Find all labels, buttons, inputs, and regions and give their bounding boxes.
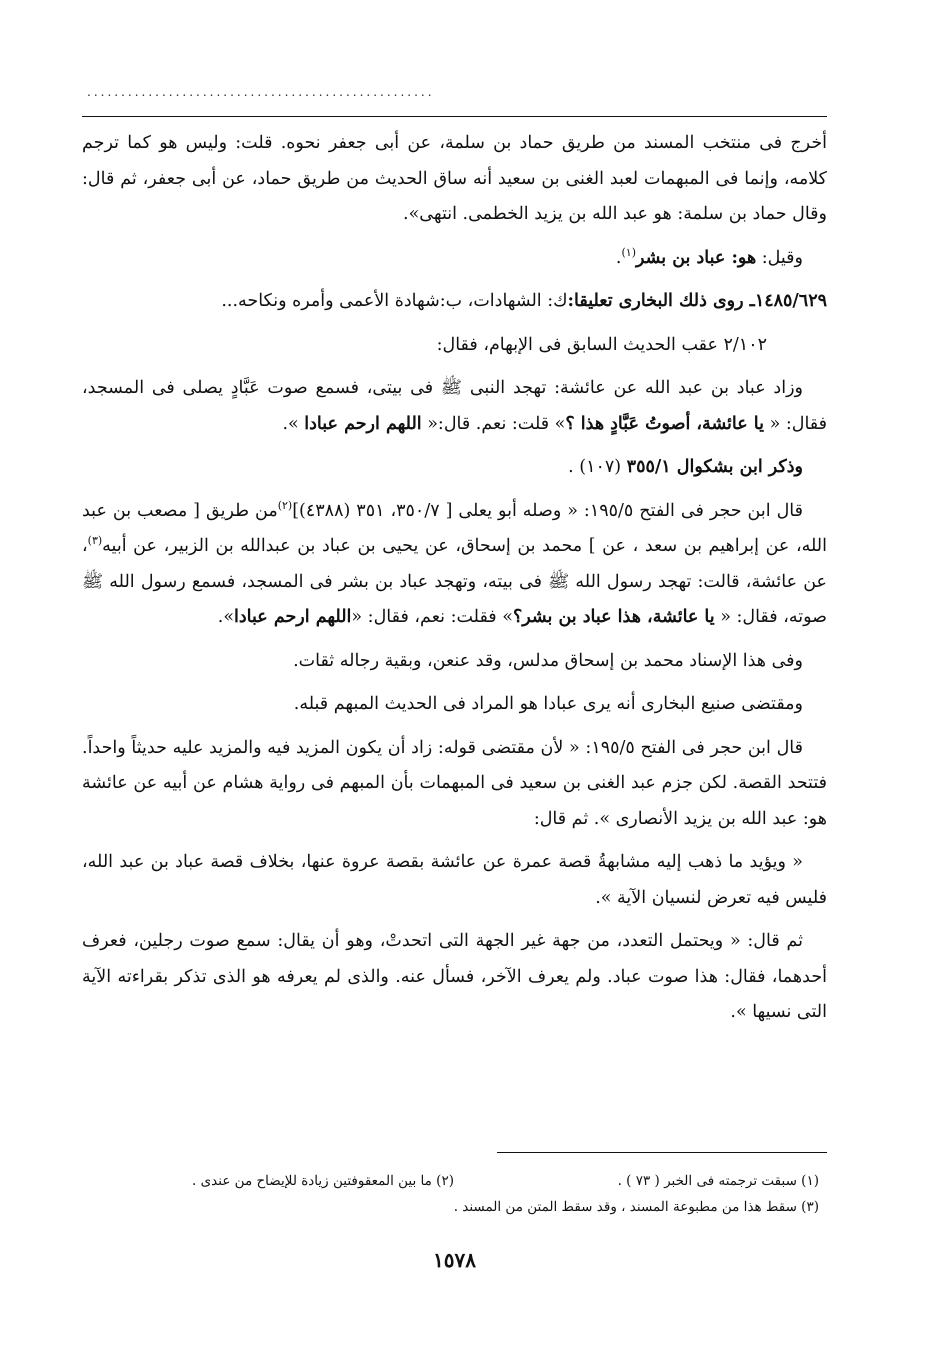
paragraph-5 bbox=[82, 371, 827, 442]
paragraph-6-bold: وذكر ابن بشكوال ٣٥٥/١ bbox=[626, 457, 803, 477]
paragraph-5-e: ». bbox=[282, 413, 305, 434]
footnote-2: (٢) ما بين المعقوفتين زيادة للإيضاح من عندى . bbox=[192, 1173, 454, 1189]
paragraph-2-end: . bbox=[615, 247, 622, 268]
paragraph-5-quote-1: يا عائشة، أصوتُ عَبَّادٍ هذا ؟ bbox=[565, 413, 764, 434]
paragraph-7-c: ، عن عائشة، قالت: تهجد رسول الله ﷺ فى بيته، وتهجد عباد بن بشر فى المسجد، فسمع رسول الله ﷺ صوته، فقال: « bbox=[82, 536, 827, 627]
book-page bbox=[82, 80, 827, 1350]
footnote-1: (١) سبقت ترجمته فى الخبر ( ٧٣ ) . bbox=[617, 1173, 819, 1189]
paragraph-11: « ويؤيد ما ذهب إليه مشابهةُ قصة عمرة عن عائشة بقصة عروة عنها، بخلاف قصة عباد بن عبد الله، فليس فيه تعرض لنسيان الآية ». bbox=[82, 852, 827, 908]
paragraph-8: وفى هذا الإسناد محمد بن إسحاق مدلس، وقد عنعن، وبقية رجاله ثقات. bbox=[293, 650, 803, 671]
paragraph-7 bbox=[82, 494, 827, 636]
hadith-number: ١٤٨٥/٦٢٩ـ روى ذلك البخارى تعليقا: bbox=[567, 291, 827, 311]
hadith-heading bbox=[82, 284, 827, 320]
header-rule bbox=[82, 116, 827, 117]
paragraph-1: أخرج فى منتخب المسند من طريق حماد بن سلمة، عن أبى جعفر نحوه. قلت: وليس هو كما ترجم كلامه، وإنما فى المبهمات لعبد الغنى بن سعيد أنه ساق الحديث من طريق حماد، عن أبى جعفر، ثم قال: وقال حماد بن سلمة: هو عبد الله بن يزيد الخطمى. انتهى». bbox=[82, 133, 827, 224]
footnote-ref-1: (١) bbox=[621, 245, 636, 259]
paragraph-5-c: » قلت: نعم. قال:« bbox=[421, 413, 566, 434]
paragraph-5-quote-2: اللهم ارحم عبادا bbox=[304, 413, 422, 434]
paragraph-5-a: وزاد عباد بن عبد الله عن عائشة: تهجد النبى ﷺ فى بيتى، فسمع صوت عَبَّادٍ يصلى فى المسجد، فقال: « bbox=[82, 378, 827, 434]
header-dot-leader: ................................................... bbox=[87, 85, 435, 99]
footnote-row-2 bbox=[82, 1196, 819, 1218]
paragraph-12: ثم قال: « ويحتمل التعدد، من جهة غير الجهة التى اتحدتْ، وهو أن يقال: سمع صوت رجلين، فعرف أحدهما، فقال: هذا صوت عباد. ولم يعرف الآخر، فسأل عنه. والذى لم يعرفه هو الذى تذكر بقراءته الآية التى نسيها ». bbox=[82, 931, 827, 1022]
paragraph-4: ٢/١٠٢ عقب الحديث السابق فى الإبهام، فقال: bbox=[436, 334, 767, 355]
paragraph-6-rest: (١٠٧) . bbox=[568, 457, 627, 477]
paragraph-7-g: ». bbox=[217, 607, 235, 627]
paragraph-7-a: قال ابن حجر فى الفتح ١٩٥/٥: « وصله أبو يعلى [ ٣٥٠/٧، ٣٥١ (٤٣٨٨)] bbox=[292, 500, 803, 521]
paragraph-10: قال ابن حجر فى الفتح ١٩٥/٥: « لأن مقتضى قوله: زاد أن يكون المزيد فيه والمزيد عليه حديثاً واحداً. فتتحد القصة. لكن جزم عبد الغنى بن سعيد فى المبهمات بأن المبهم فى رواية هشام عن أبيه عن عائشة هو: عبد الله بن يزيد الأنصارى ». ثم قال: bbox=[82, 737, 827, 829]
footnote-row-1 bbox=[82, 1170, 819, 1192]
paragraph-6 bbox=[82, 450, 827, 486]
hadith-source: ك: الشهادات، ب:شهادة الأعمى وأمره ونكاحه... bbox=[221, 291, 568, 311]
paragraph-2-lead: وقيل: bbox=[756, 247, 803, 268]
paragraph-7-quote-1: يا عائشة، هذا عباد بن بشر؟ bbox=[512, 607, 715, 627]
paragraph-7-e: » فقلت: نعم، فقال: « bbox=[351, 607, 513, 627]
main-text bbox=[82, 126, 827, 1039]
paragraph-2-bold: هو: عباد بن بشر bbox=[636, 247, 757, 268]
footnote-ref-3: (٣) bbox=[87, 534, 103, 548]
paragraph-9: ومقتضى صنيع البخارى أنه يرى عبادا هو المراد فى الحديث المبهم قبله. bbox=[293, 694, 803, 714]
paragraph-2 bbox=[82, 241, 827, 277]
paragraph-7-b: من طريق [ مصعب بن عبد الله، عن إبراهيم بن سعد ، عن ] محمد بن إسحاق، عن يحيى بن عباد بن عبدالله بن الزبير، عن أبيه bbox=[82, 500, 827, 556]
footnote-ref-2: (٢) bbox=[277, 498, 293, 512]
footnote-rule bbox=[497, 1152, 827, 1153]
page-number: ١٥٧٨ bbox=[433, 1248, 476, 1272]
footnote-3: (٣) سقط هذا من مطبوعة المسند ، وقد سقط المتن من المسند . bbox=[453, 1199, 819, 1215]
paragraph-7-quote-2: اللهم ارحم عبادا bbox=[234, 607, 352, 627]
